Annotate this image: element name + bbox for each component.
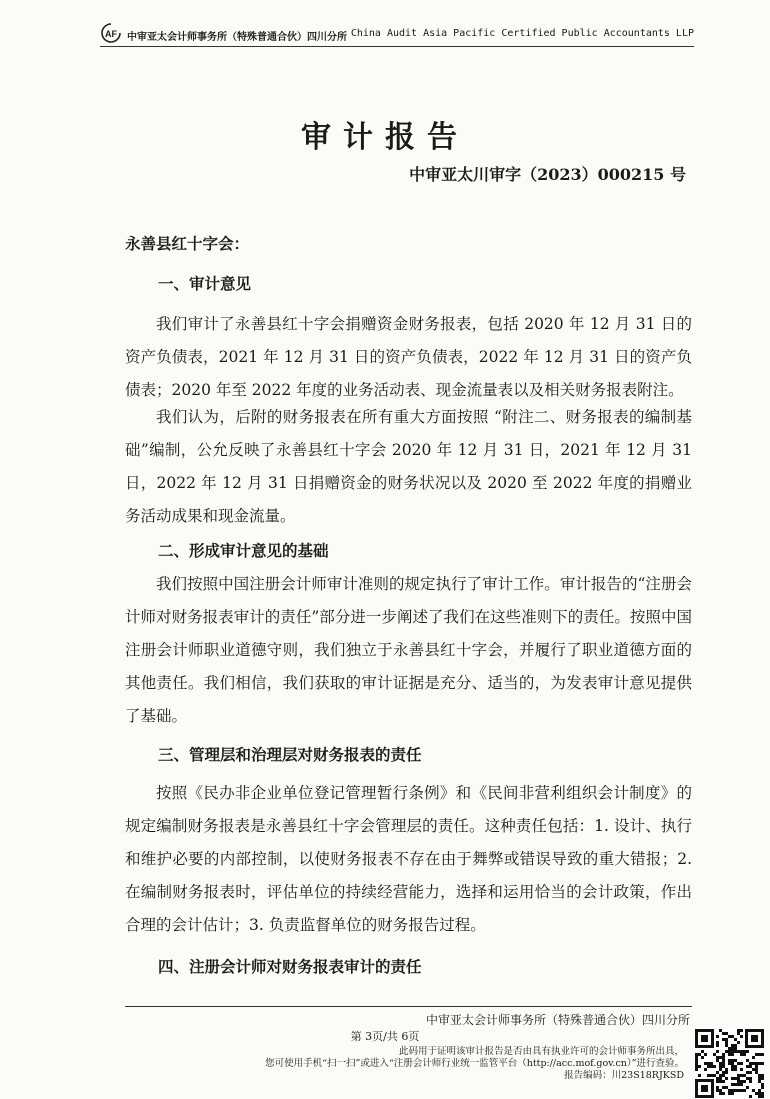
paragraph-management: 按照《民办非企业单位登记管理暂行条例》和《民间非营利组织会计制度》的规定编制财务报表是永善县红十字会管理层的责任。这种责任包括：1. 设计、执行和维护必要的内部控制，以使财务报表不存在由于舞弊或错误导致的重大错报；2. 在编制财务报表时，评估单位的持续经营能力，选择和运用恰当的会计政策，作出合理的会计估计；3. 负责监督单位的财务报告过程。 (125, 784, 692, 934)
verification-line: 此码用于证明该审计报告是否由具有执业许可的会计师事务所出具， (398, 1046, 684, 1057)
letterhead (100, 22, 694, 46)
paragraph-opinion: 我们认为，后附的财务报表在所有重大方面按照 “附注二、财务报表的编制基础”编制，公允反映了永善县红十字会 2020 年 12 月 31 日，2021 年 12 月 31 日，2022 年 12 月 31 日捐赠资金的财务状况以及 2020 至 2022 年度的捐赠业务活动成果和现金流量。 (125, 408, 692, 525)
section-heading-opinion (125, 272, 692, 294)
page-number: 第 3页/共 6页 (350, 1030, 420, 1043)
document-number: 中审亚太川审字（2023）000215 号 (409, 165, 686, 184)
section-heading-management (125, 743, 692, 765)
report-title: 审计报告 (301, 120, 469, 155)
section-heading-text: 三、管理层和治理层对财务报表的责任 (158, 745, 422, 764)
paragraph-opinion-scope: 我们审计了永善县红十字会捐赠资金财务报表，包括 2020 年 12 月 31 日的资产负债表，2021 年 12 月 31 日的资产负债表，2022 年 12 月 31 日的资产负债表；2020 年至 2022 年度的业务活动表、现金流量表以及相关财务报表附注。 (125, 315, 692, 399)
footer-firm-name: 中审亚太会计师事务所（特殊普通合伙）四川分所 (425, 1013, 690, 1027)
verification-line: 您可使用手机“扫一扫”或进入“注册会计师行业统一监管平台（http://acc.mof.gov.cn）”进行查验。 (265, 1058, 684, 1069)
section-heading-text: 一、审计意见 (158, 274, 252, 293)
report-code: 报告编码：川23S18RJKSD (564, 1070, 684, 1081)
firm-logo-text: AF (105, 29, 117, 39)
firm-name-cn: 中审亚太会计师事务所（特殊普通合伙）四川分所 (127, 32, 347, 43)
header-divider (100, 46, 694, 47)
firm-logo-icon (100, 22, 122, 44)
verification-note (265, 1046, 684, 1082)
firm-name-en: China Audit Asia Pacific Certified Public Accountants LLP (350, 28, 694, 39)
addressee: 永善县红十字会： (125, 234, 250, 253)
section-heading-text: 二、形成审计意见的基础 (158, 541, 329, 560)
section-heading-text: 四、注册会计师对财务报表审计的责任 (158, 957, 422, 976)
paragraph-basis: 我们按照中国注册会计师审计准则的规定执行了审计工作。审计报告的“注册会计师对财务报表审计的责任”部分进一步阐述了我们在这些准则下的责任。按照中国注册会计师职业道德守则，我们独立于永善县红十字会，并履行了职业道德方面的其他责任。我们相信，我们获取的审计证据是充分、适当的，为发表审计意见提供了基础。 (125, 575, 692, 725)
footer-divider (125, 1006, 692, 1007)
qr-code-icon[interactable] (694, 1028, 765, 1099)
section-heading-auditor (125, 955, 692, 977)
section-heading-basis (125, 539, 692, 561)
